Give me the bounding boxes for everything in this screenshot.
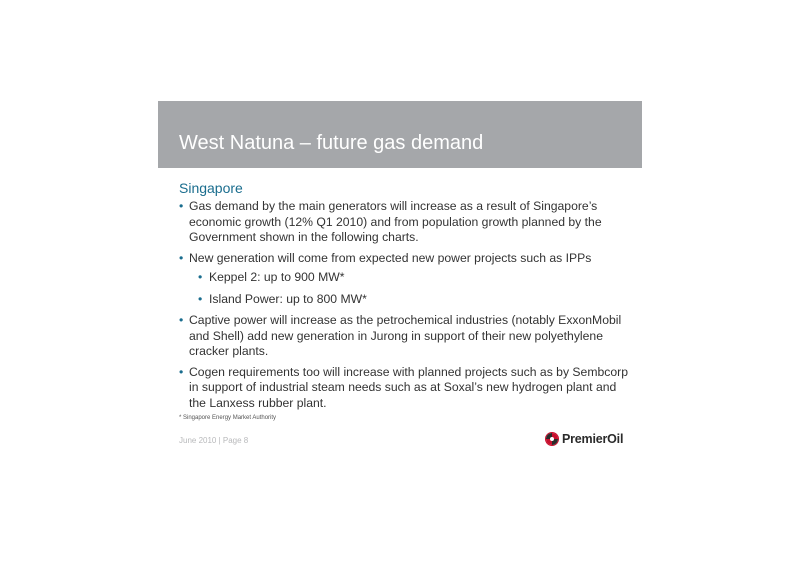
sub-bullet-text: Island Power: up to 800 MW* bbox=[209, 291, 367, 306]
sub-bullet-text: Keppel 2: up to 900 MW* bbox=[209, 270, 345, 284]
bullet-list bbox=[179, 199, 634, 416]
footnote: * Singapore Energy Market Authority bbox=[179, 415, 277, 421]
page-footer: June 2010 | Page 8 bbox=[179, 436, 249, 445]
premier-oil-globe-icon bbox=[545, 432, 559, 446]
bullet-marker: • bbox=[179, 250, 184, 265]
bullet-item bbox=[179, 313, 634, 360]
bullet-marker: • bbox=[179, 313, 184, 327]
bullet-text: Cogen requirements too will increase with planned projects such as by Sembcorp in support of industrial steam needs such as at Soxal’s new hydrogen plant and the Lanxess rubber plant. bbox=[189, 364, 628, 410]
bullet-text: New generation will come from expected new power projects such as IPPs bbox=[189, 250, 592, 265]
logo-wordmark: PremierOil bbox=[562, 432, 624, 446]
sub-bullet-item bbox=[189, 270, 634, 286]
title-bar bbox=[158, 101, 642, 168]
sub-bullet-list bbox=[189, 270, 634, 307]
slide bbox=[158, 101, 642, 461]
bullet-text: Captive power will increase as the petrochemical industries (notably ExxonMobil and Shell) add new generation in Jurong in support of their new polyethylene cracker plants. bbox=[189, 313, 622, 358]
company-logo bbox=[545, 431, 623, 447]
bullet-item bbox=[179, 199, 634, 246]
bullet-text: Gas demand by the main generators will increase as a result of Singapore’s economic growth (12% Q1 2010) and from population growth planned by the Government shown in the following charts. bbox=[189, 199, 602, 244]
section-heading: Singapore bbox=[179, 180, 243, 196]
bullet-marker: • bbox=[198, 270, 203, 284]
slide-title: West Natuna – future gas demand bbox=[179, 132, 484, 154]
bullet-item bbox=[179, 365, 634, 412]
bullet-item bbox=[179, 251, 634, 308]
bullet-marker: • bbox=[198, 291, 203, 306]
bullet-marker: • bbox=[179, 364, 184, 379]
bullet-marker: • bbox=[179, 199, 184, 213]
sub-bullet-item bbox=[189, 292, 634, 308]
